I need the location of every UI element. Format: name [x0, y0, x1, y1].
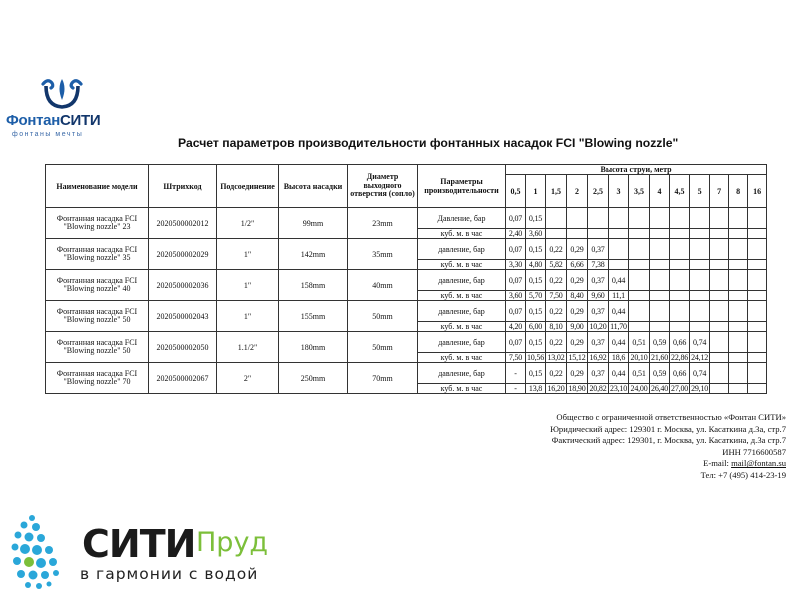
flow-value [748, 229, 767, 239]
jet-height-header: 2,5 [588, 175, 609, 208]
flow-value: 9,60 [588, 291, 609, 301]
flow-value: 10,56 [527, 353, 545, 362]
pressure-value: 0,37 [588, 332, 609, 353]
pressure-value [629, 270, 650, 291]
flow-value [609, 260, 629, 270]
pressure-value [748, 301, 767, 322]
company-phone: Тел: +7 (495) 414-23-19 [700, 469, 786, 480]
flow-value: 22,86 [671, 353, 689, 362]
connection-cell: 1.1/2" [217, 332, 279, 363]
flow-label: куб. м. в час [418, 322, 506, 332]
flow-value [670, 291, 690, 301]
pressure-value [710, 363, 729, 384]
brand-slogan: в гармонии с водой [80, 565, 259, 583]
jet-height-header: 0,5 [506, 175, 526, 208]
pressure-value: 0,37 [588, 363, 609, 384]
flow-value [588, 229, 609, 239]
pressure-value [690, 208, 710, 229]
company-inn: ИНН 7716600587 [722, 446, 786, 457]
pressure-value [729, 270, 748, 291]
pressure-value [670, 301, 690, 322]
model-name: Фонтанная насадка FCI "Blowing nozzle" 40 [46, 270, 149, 301]
actual-address: Фактический адрес: 129301, г. Москва, ул. Касаткина, д.3а стр.7 [551, 435, 786, 446]
flow-value [729, 322, 748, 332]
pressure-value [670, 270, 690, 291]
pressure-value: 0,07 [506, 270, 526, 291]
pressure-value: 0,22 [546, 332, 567, 353]
jet-height-header: 8 [729, 175, 748, 208]
flow-value [729, 353, 748, 363]
flow-value [729, 384, 748, 394]
pressure-value: 0,22 [546, 363, 567, 384]
flow-value [690, 291, 710, 301]
table-row [46, 332, 767, 353]
flow-label: куб. м. в час [418, 229, 506, 239]
flow-value [650, 260, 670, 270]
pressure-value: 0,37 [588, 301, 609, 322]
pressure-value [650, 208, 670, 229]
pressure-value [690, 270, 710, 291]
pressure-value [629, 239, 650, 260]
flow-value [748, 353, 767, 363]
flow-value [729, 229, 748, 239]
pressure-value [710, 208, 729, 229]
pressure-value [567, 208, 588, 229]
company-email [550, 458, 786, 470]
page-title: Расчет параметров производительности фонтанных насадок FCI "Blowing nozzle" [178, 136, 679, 150]
pressure-value: 0,59 [650, 363, 670, 384]
pressure-value: 0,22 [546, 239, 567, 260]
flow-label: куб. м. в час [418, 353, 506, 363]
fontan-city-logo [4, 76, 116, 148]
pressure-value: 0,59 [650, 332, 670, 353]
company-name: Общество с ограниченной ответственностью «Фонтан СИТИ» [556, 412, 786, 422]
flow-value: 26,40 [651, 384, 669, 393]
pressure-value [690, 239, 710, 260]
flow-value: 16,92 [589, 353, 607, 362]
barcode-cell: 2020500002036 [149, 270, 217, 301]
flow-value [710, 291, 729, 301]
email-link[interactable]: mail@fontan.su [731, 458, 786, 469]
pressure-value: 0,15 [526, 239, 546, 260]
pressure-value: 0,51 [629, 363, 650, 384]
diameter-cell: 70mm [348, 363, 418, 394]
fountain-logo-icon [40, 76, 84, 110]
jet-height-header: 7 [710, 175, 729, 208]
pressure-value [650, 301, 670, 322]
pressure-value [609, 208, 629, 229]
table-row [46, 208, 767, 229]
flow-value [650, 229, 670, 239]
pressure-label: давление, бар [418, 270, 506, 291]
height-cell: 99mm [279, 208, 348, 239]
pressure-value: 0,15 [526, 332, 546, 353]
pressure-value [609, 239, 629, 260]
table-row [46, 301, 767, 322]
pressure-value: 0,29 [567, 270, 588, 291]
model-name: Фонтанная насадка FCI "Blowing nozzle" 70 [46, 363, 149, 394]
pressure-value: 0,74 [690, 332, 710, 353]
pressure-value: 0,44 [609, 270, 629, 291]
table-row [46, 363, 767, 384]
connection-cell: 2" [217, 363, 279, 394]
flow-value [629, 322, 650, 332]
flow-value [710, 353, 729, 363]
flow-value: 6,00 [526, 322, 546, 332]
pressure-value [748, 208, 767, 229]
pressure-value: 0,15 [526, 208, 546, 229]
diameter-cell: 50mm [348, 332, 418, 363]
jet-height-header: 4,5 [670, 175, 690, 208]
flow-value: 4,20 [506, 322, 526, 332]
pressure-value: 0,07 [506, 301, 526, 322]
pressure-value [690, 301, 710, 322]
pressure-value: - [506, 363, 526, 384]
flow-value: 20,82 [589, 384, 607, 393]
jet-height-header: 3 [609, 175, 629, 208]
flow-value: 7,50 [506, 353, 526, 363]
flow-value [670, 260, 690, 270]
flow-value: 24,00 [630, 384, 648, 393]
flow-value [729, 260, 748, 270]
flow-value: 8,40 [567, 291, 588, 301]
flow-value: 5,82 [546, 260, 567, 270]
pressure-value [729, 239, 748, 260]
pressure-value: 0,07 [506, 208, 526, 229]
pressure-value: 0,44 [609, 301, 629, 322]
barcode-cell: 2020500002029 [149, 239, 217, 270]
jet-height-header: 5 [690, 175, 710, 208]
flow-value: 6,66 [567, 260, 588, 270]
legal-address: Юридический адрес: 129301 г. Москва, ул. Касаткина д.3а, стр.7 [550, 423, 786, 434]
email-label: E-mail: [703, 458, 732, 469]
jet-height-header: 3,5 [629, 175, 650, 208]
brand-word-city: СИТИ [82, 522, 196, 566]
brand-tagline: фонтаны мечты [12, 131, 84, 138]
pressure-value: 0,15 [526, 363, 546, 384]
flow-value [650, 291, 670, 301]
flow-label: куб. м. в час [418, 260, 506, 270]
flow-value [748, 322, 767, 332]
pressure-value: 0,07 [506, 332, 526, 353]
connection-cell: 1" [217, 301, 279, 332]
pressure-value [670, 208, 690, 229]
pressure-value [650, 270, 670, 291]
header-diameter: Диаметр выходного отверстия (сопло) [348, 165, 418, 208]
flow-value: 18,90 [568, 384, 586, 393]
flow-value: 10,20 [589, 322, 607, 331]
pressure-value: 0,22 [546, 301, 567, 322]
jet-height-header: 1,5 [546, 175, 567, 208]
pressure-value: 0,22 [546, 270, 567, 291]
jet-height-header: 4 [650, 175, 670, 208]
header-barcode: Штрихкод [149, 165, 217, 208]
flow-value: 11,70 [610, 322, 627, 331]
table-row [46, 270, 767, 291]
model-name: Фонтанная насадка FCI "Blowing nozzle" 23 [46, 208, 149, 239]
flow-value [650, 322, 670, 332]
flow-value: 3,60 [526, 229, 546, 239]
flow-value [710, 322, 729, 332]
pressure-value [710, 270, 729, 291]
barcode-cell: 2020500002050 [149, 332, 217, 363]
nozzle-spec-table [45, 164, 767, 394]
flow-value [748, 291, 767, 301]
flow-value [748, 384, 767, 394]
pressure-value [650, 239, 670, 260]
header-jet-height: Высота струи, метр [506, 165, 767, 175]
connection-cell: 1/2" [217, 208, 279, 239]
flow-value [629, 260, 650, 270]
pressure-value [748, 363, 767, 384]
diameter-cell: 40mm [348, 270, 418, 301]
brand-name: ФонтанСИТИ [6, 112, 101, 129]
diameter-cell: 50mm [348, 301, 418, 332]
flow-value: 29,10 [691, 384, 709, 393]
flow-label: куб. м. в час [418, 384, 506, 394]
flow-value: 5,70 [526, 291, 546, 301]
pressure-value [629, 301, 650, 322]
pressure-value: 0,29 [567, 363, 588, 384]
flow-value: 15,12 [568, 353, 586, 362]
pressure-value [546, 208, 567, 229]
flow-value: 2,40 [506, 229, 526, 239]
flow-value: 13,02 [547, 353, 565, 362]
flow-value: 23,10 [610, 384, 628, 393]
pressure-value [710, 332, 729, 353]
pressure-value [748, 270, 767, 291]
pressure-value [729, 208, 748, 229]
height-cell: 180mm [279, 332, 348, 363]
flow-value: 21,60 [651, 353, 669, 362]
pressure-value: 0,15 [526, 301, 546, 322]
flow-value [546, 229, 567, 239]
company-info [550, 412, 786, 482]
pressure-value: 0,66 [670, 363, 690, 384]
model-name: Фонтанная насадка FCI "Blowing nozzle" 50 [46, 332, 149, 363]
connection-cell: 1" [217, 270, 279, 301]
pressure-value: 0,29 [567, 332, 588, 353]
pressure-value [748, 239, 767, 260]
header-model: Наименование модели [46, 165, 149, 208]
flow-value [690, 322, 710, 332]
diameter-cell: 35mm [348, 239, 418, 270]
pressure-value: 0,44 [609, 332, 629, 353]
pressure-value [710, 239, 729, 260]
pressure-value: 0,29 [567, 301, 588, 322]
pressure-label: Давление, бар [418, 208, 506, 229]
model-name: Фонтанная насадка FCI "Blowing nozzle" 35 [46, 239, 149, 270]
pressure-value: 0,74 [690, 363, 710, 384]
flow-value: 3,60 [506, 291, 526, 301]
flow-value: 4,80 [526, 260, 546, 270]
pressure-label: давление, бар [418, 363, 506, 384]
flow-value: 7,38 [588, 260, 609, 270]
flow-value [629, 291, 650, 301]
flow-label: куб. м. в час [418, 291, 506, 301]
height-cell: 142mm [279, 239, 348, 270]
pressure-value [729, 363, 748, 384]
flow-value: 20,10 [630, 353, 648, 362]
flow-value: 16,20 [547, 384, 565, 393]
flow-value [748, 260, 767, 270]
barcode-cell: 2020500002012 [149, 208, 217, 239]
flow-value [729, 291, 748, 301]
pressure-value [729, 301, 748, 322]
header-height: Высота насадки [279, 165, 348, 208]
pressure-value: 0,15 [526, 270, 546, 291]
flow-value [670, 322, 690, 332]
diameter-cell: 23mm [348, 208, 418, 239]
header-params: Параметры производительности [418, 165, 506, 208]
barcode-cell: 2020500002043 [149, 301, 217, 332]
flow-value [710, 260, 729, 270]
jet-height-header: 1 [526, 175, 546, 208]
brand-word-prud: Пруд [196, 527, 269, 558]
flow-value: 24,12 [691, 353, 709, 362]
pressure-value: 0,07 [506, 239, 526, 260]
height-cell: 250mm [279, 363, 348, 394]
flow-value: - [506, 384, 526, 394]
pressure-value: 0,29 [567, 239, 588, 260]
pressure-value: 0,37 [588, 270, 609, 291]
jet-height-header: 2 [567, 175, 588, 208]
flow-value: 8,10 [546, 322, 567, 332]
flow-value [710, 384, 729, 394]
flow-value [690, 229, 710, 239]
pressure-label: давление, бар [418, 332, 506, 353]
header-connection: Подсоединение [217, 165, 279, 208]
flow-value [690, 260, 710, 270]
model-name: Фонтанная насадка FCI "Blowing nozzle" 50 [46, 301, 149, 332]
pressure-value [629, 208, 650, 229]
flow-value: 7,50 [546, 291, 567, 301]
table-row [46, 239, 767, 260]
pressure-value [748, 332, 767, 353]
height-cell: 158mm [279, 270, 348, 301]
connection-cell: 1" [217, 239, 279, 270]
flow-value: 11,1 [609, 291, 629, 301]
pressure-value: 0,44 [609, 363, 629, 384]
pressure-value: 0,37 [588, 239, 609, 260]
flow-value [567, 229, 588, 239]
flow-value: 13,8 [526, 384, 546, 394]
pressure-label: давление, бар [418, 239, 506, 260]
flow-value: 3,30 [506, 260, 526, 270]
flow-value [670, 229, 690, 239]
flow-value: 9,00 [567, 322, 588, 332]
pressure-value [670, 239, 690, 260]
water-drops-icon [10, 510, 66, 590]
pressure-label: давление, бар [418, 301, 506, 322]
height-cell: 155mm [279, 301, 348, 332]
pressure-value [710, 301, 729, 322]
flow-value [629, 229, 650, 239]
barcode-cell: 2020500002067 [149, 363, 217, 394]
flow-value [710, 229, 729, 239]
pressure-value: 0,51 [629, 332, 650, 353]
pressure-value [588, 208, 609, 229]
city-prud-logo [10, 510, 290, 594]
flow-value [609, 229, 629, 239]
pressure-value: 0,66 [670, 332, 690, 353]
flow-value: 18,6 [609, 353, 629, 363]
pressure-value [729, 332, 748, 353]
jet-height-header: 16 [748, 175, 767, 208]
flow-value: 27,00 [671, 384, 689, 393]
